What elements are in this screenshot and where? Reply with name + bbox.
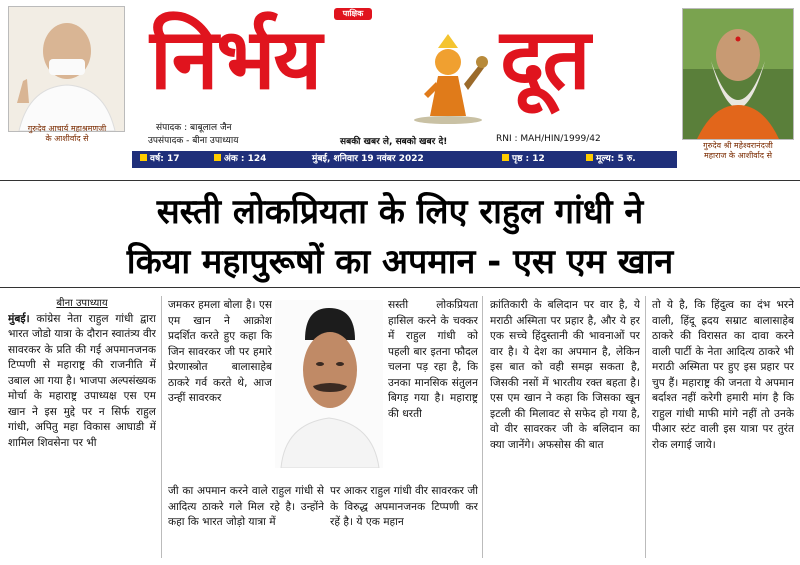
editor-line: संपादक : बाबूलाल जैन — [156, 123, 232, 133]
right-photo-caption: गुरुदेव श्री महेश्वरानंदजी महाराज के आशीर्वाद से — [703, 141, 773, 160]
issue-info-bar — [132, 151, 677, 168]
column-text: क्रांतिकारी के बलिदान पर वार है, ये मराठी अस्मिता पर प्रहार है, और ये हर एक सच्चे हिंदुस्तानी की भावनाओं पर वार है। ये देश का अपमान है, लेकिन इस बात को वही समझ सकता है, जिसकी नसों में भारतीय रक्त बहता है। एस एम खान ने कहा कि जिसका खून इटली की मिलावट से सफेद हो गया है, वो वीर सावरकर जी के बलिदान का क्या जानेंगे। अफसोस की बात — [490, 299, 640, 451]
bullet-square-icon — [586, 154, 593, 161]
article-dateline: मुंबई। — [8, 312, 30, 325]
dateline-info: मुंबई, शनिवार 19 नवंबर 2022 — [312, 154, 424, 164]
column-text: सस्ती लोकप्रियता हासिल करने के चक्कर में राहुल गांधी को पहली बार इतना फौदल चलना पड़ रहा है, कि उनका मानसिक संतुलन बिगड़ गया है। महाराष्ट्र की धरती — [388, 299, 478, 420]
left-guru-photo — [8, 6, 125, 132]
article-column-3-bottom — [330, 484, 478, 560]
hanuman-icon — [408, 24, 488, 124]
bullet-square-icon — [140, 154, 147, 161]
person-portrait-icon — [275, 300, 383, 468]
headline-line2: किया महापुरूषों का अपमान - एस एम खान — [126, 242, 674, 282]
column-divider — [482, 296, 483, 558]
column-text: पर आकर राहुल गांधी वीर सावरकर जी के विरुद्ध अपमानजनक टिप्पणी कर रहें है। ये एक महान — [330, 485, 478, 528]
article-column-3-top — [388, 298, 478, 483]
guru-portrait-icon — [683, 9, 793, 139]
article-column-2-top — [168, 298, 272, 483]
portrait-photo — [275, 300, 383, 468]
column-text: जी का अपमान करने वाले राहुल गांधी से आदित्य ठाकरे गले मिल रहे है। उन्होंने कहा कि भारत जोड़ो यात्रा में — [168, 485, 324, 528]
left-photo-caption: गुरुदेव आचार्य महाश्रमणजी के आशीर्वाद से — [27, 124, 107, 143]
article-column-4 — [490, 298, 640, 560]
article-column-2-bottom — [168, 484, 324, 560]
column-text: जमकर हमला बोला है। एस एम खान ने आक्रोश प्रदर्शित करते हुए कहा कि जिन सावरकर जी पर हमारे प्रेरणास्त्रोत बालासाहेब ठाकरे गर्व करते थे, आज उन्हीं सावरकर — [168, 299, 272, 404]
bullet-square-icon — [214, 154, 221, 161]
article-column-5 — [652, 298, 794, 560]
rni-number: RNI : MAH/HIN/1999/42 — [496, 134, 601, 144]
tagline: सबकी खबर ले, सबको खबर दे! — [340, 137, 448, 147]
column-text: कांग्रेस नेता राहुल गांधी द्वारा भारत जोडो यात्रा के दौरान स्वातंत्र्य वीर सावरकर के प्रति की गई अपमानजनक टिप्पणी से महाराष्ट्र की राजनीति में उबाल आ गया है। भाजपा अल्पसंख्यक मोर्चा के महाराष्ट्र उपाध्यक्ष एस एम खान ने इस मुद्दे पर न सिर्फ राहुल गांधी, अपितु महा विकास आघाडी में शामिल शिवसेना पर भी — [8, 312, 156, 449]
guru-portrait-icon — [9, 7, 124, 131]
column-divider — [161, 296, 162, 558]
headline-line1: सस्ती लोकप्रियता के लिए राहुल गांधी ने — [156, 192, 644, 232]
issue-info: अंक : 124 — [214, 151, 266, 168]
column-divider — [645, 296, 646, 558]
sub-editor-line: उपसंपादक - बीना उपाध्याय — [148, 136, 239, 146]
divider — [0, 287, 800, 288]
divider — [0, 180, 800, 181]
hanuman-emblem — [408, 24, 488, 124]
bullet-square-icon — [502, 154, 509, 161]
masthead-title-part2: दूत — [500, 10, 589, 108]
masthead-title-part1: निर्भय — [150, 10, 321, 108]
year-info: वर्ष: 17 — [140, 151, 179, 168]
column-text: तो ये है, कि हिंदुत्व का दंभ भरने वाली, हिंदू ह्रदय सम्राट बालासाहेब ठाकरे की विरासत का दावा करने वाली पार्टी के नेता आदित्य ठाकरे भी मराठी अस्मिता पर हुए इस प्रहार पर चुप हैं। महाराष्ट्र की जनता ये अपमान बर्दाश्त नहीं करेगी हमारी मांग है कि राहुल गांधी माफी मांगे नहीं तो उनके पीआर स्टंट वाली इस यात्रा पर तुरंत रोक लगाई जाये। — [652, 299, 794, 451]
byline: बीना उपाध्याय — [56, 298, 108, 309]
article-column-1 — [8, 296, 156, 560]
frequency-badge: पाक्षिक — [334, 8, 372, 20]
price-info: मूल्य: 5 रु. — [586, 151, 636, 168]
pages-info: पृष्ठ : 12 — [502, 151, 545, 168]
right-guru-photo — [682, 8, 794, 140]
